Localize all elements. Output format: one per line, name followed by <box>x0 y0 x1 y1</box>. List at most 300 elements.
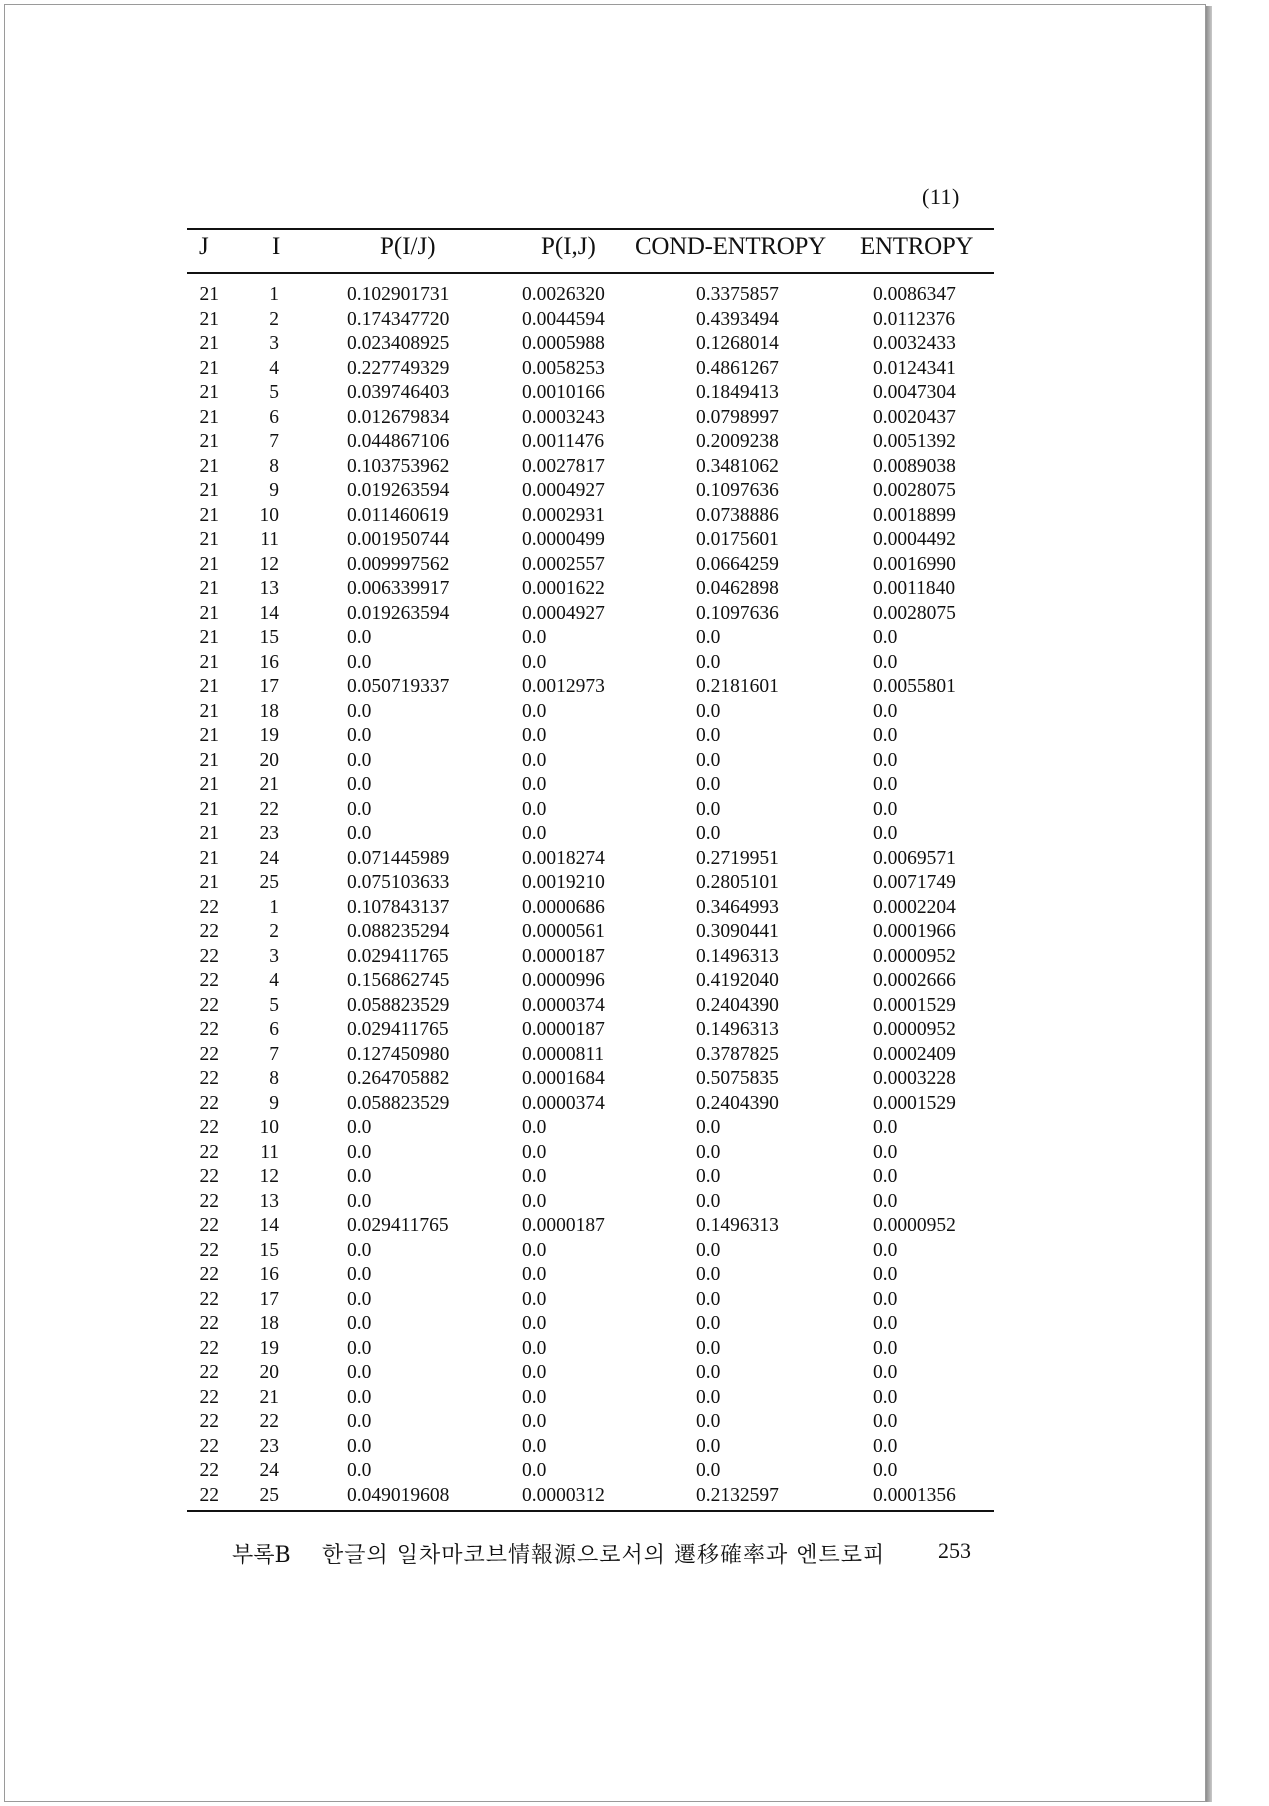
cell-p-joint: 0.0 <box>522 700 547 722</box>
cell-p-cond: 0.174347720 <box>347 308 450 330</box>
cell-i: 8 <box>269 455 279 477</box>
cell-p-joint: 0.0 <box>522 1264 547 1285</box>
cell-cond-entropy: 0.1496313 <box>696 1019 779 1040</box>
cell-p-cond: 0.0 <box>347 1460 372 1481</box>
cell-j: 22 <box>199 1092 219 1114</box>
table-body <box>187 283 994 1508</box>
cell-i: 24 <box>259 1460 279 1481</box>
cell-cond-entropy: 0.0 <box>696 1362 721 1383</box>
cell-entropy: 0.0001529 <box>873 994 956 1016</box>
cell-p-cond: 0.012679834 <box>347 406 450 428</box>
cell-j: 22 <box>199 1019 219 1040</box>
cell-p-cond: 0.075103633 <box>347 872 450 893</box>
header-conditional-probability: P(I/J) <box>380 233 436 260</box>
cell-p-cond: 0.0 <box>347 1117 372 1138</box>
table-row <box>187 1386 994 1411</box>
cell-entropy: 0.0 <box>873 1362 898 1383</box>
table-row <box>187 479 994 504</box>
cell-p-joint: 0.0 <box>522 627 547 648</box>
cell-p-joint: 0.0000561 <box>522 921 605 942</box>
table-row <box>187 1239 994 1264</box>
cell-p-joint: 0.0 <box>522 1166 547 1187</box>
cell-p-cond: 0.0 <box>347 1386 372 1408</box>
cell-entropy: 0.0051392 <box>873 431 956 452</box>
cell-entropy: 0.0112376 <box>873 308 956 330</box>
cell-cond-entropy: 0.2181601 <box>696 676 779 697</box>
cell-entropy: 0.0028075 <box>873 602 956 624</box>
cell-i: 25 <box>259 872 279 893</box>
cell-j: 22 <box>199 921 219 942</box>
cell-p-cond: 0.039746403 <box>347 382 450 403</box>
cell-entropy: 0.0002409 <box>873 1043 956 1065</box>
cell-p-joint: 0.0000312 <box>522 1484 605 1506</box>
cell-i: 19 <box>259 725 279 746</box>
cell-entropy: 0.0020437 <box>873 406 956 428</box>
cell-p-cond: 0.049019608 <box>347 1484 450 1506</box>
cell-p-joint: 0.0 <box>522 1411 547 1432</box>
cell-entropy: 0.0 <box>873 700 898 722</box>
cell-cond-entropy: 0.0 <box>696 798 721 820</box>
cell-p-cond: 0.0 <box>347 823 372 844</box>
cell-i: 1 <box>269 896 279 918</box>
cell-p-joint: 0.0 <box>522 1239 547 1261</box>
cell-j: 22 <box>199 1043 219 1065</box>
cell-j: 21 <box>199 798 219 820</box>
cell-entropy: 0.0047304 <box>873 382 956 403</box>
cell-i: 19 <box>259 1337 279 1359</box>
page-number-marker: (11) <box>922 184 960 209</box>
table-row <box>187 283 994 308</box>
cell-p-cond: 0.107843137 <box>347 896 450 918</box>
cell-entropy: 0.0 <box>873 627 898 648</box>
cell-cond-entropy: 0.2404390 <box>696 994 779 1016</box>
table-row <box>187 1312 994 1337</box>
table-row <box>187 577 994 602</box>
table-row <box>187 1067 994 1092</box>
table-row <box>187 798 994 823</box>
cell-entropy: 0.0 <box>873 1435 898 1457</box>
cell-p-cond: 0.0 <box>347 627 372 648</box>
table-row <box>187 920 994 945</box>
cell-entropy: 0.0 <box>873 1337 898 1359</box>
table-row <box>187 381 994 406</box>
cell-p-joint: 0.0 <box>522 1288 547 1310</box>
cell-i: 17 <box>259 676 279 697</box>
cell-entropy: 0.0 <box>873 725 898 746</box>
cell-entropy: 0.0000952 <box>873 1019 956 1040</box>
cell-j: 22 <box>199 994 219 1016</box>
cell-entropy: 0.0089038 <box>873 455 956 477</box>
table-row <box>187 553 994 578</box>
cell-entropy: 0.0016990 <box>873 553 956 575</box>
cell-cond-entropy: 0.0 <box>696 823 721 844</box>
cell-cond-entropy: 0.1496313 <box>696 1215 779 1236</box>
cell-j: 21 <box>199 725 219 746</box>
cell-i: 7 <box>269 431 279 452</box>
cell-cond-entropy: 0.4861267 <box>696 357 779 379</box>
table-top-rule <box>187 228 994 230</box>
footer-running-title: 한글의 일차마코브情報源으로서의 遷移確率과 엔트로피 <box>322 1543 886 1568</box>
table-row <box>187 602 994 627</box>
cell-entropy: 0.0018899 <box>873 504 956 526</box>
cell-i: 3 <box>269 945 279 967</box>
table-row <box>187 1361 994 1386</box>
table-row <box>187 357 994 382</box>
cell-p-cond: 0.029411765 <box>347 1019 449 1040</box>
cell-j: 22 <box>199 1337 219 1359</box>
cell-j: 21 <box>199 529 219 550</box>
header-entropy: ENTROPY <box>860 233 974 260</box>
cell-j: 21 <box>199 651 219 673</box>
cell-cond-entropy: 0.4192040 <box>696 970 779 991</box>
cell-j: 22 <box>199 1386 219 1408</box>
cell-p-joint: 0.0010166 <box>522 382 605 403</box>
cell-p-joint: 0.0018274 <box>522 847 605 869</box>
cell-p-joint: 0.0 <box>522 1117 547 1138</box>
cell-j: 22 <box>199 1411 219 1432</box>
cell-i: 15 <box>259 627 279 648</box>
table-row <box>187 1410 994 1435</box>
cell-p-joint: 0.0000374 <box>522 994 605 1016</box>
cell-p-cond: 0.227749329 <box>347 357 450 379</box>
cell-entropy: 0.0 <box>873 651 898 673</box>
cell-j: 22 <box>199 1264 219 1285</box>
cell-i: 6 <box>269 406 279 428</box>
cell-cond-entropy: 0.0 <box>696 700 721 722</box>
cell-p-cond: 0.006339917 <box>347 578 450 599</box>
cell-cond-entropy: 0.3375857 <box>696 284 779 305</box>
cell-entropy: 0.0028075 <box>873 480 956 501</box>
header-joint-probability: P(I,J) <box>541 233 596 260</box>
table-row <box>187 651 994 676</box>
cell-p-cond: 0.0 <box>347 749 372 771</box>
cell-p-cond: 0.0 <box>347 1141 372 1163</box>
cell-p-joint: 0.0012973 <box>522 676 605 697</box>
cell-p-cond: 0.044867106 <box>347 431 450 452</box>
cell-j: 21 <box>199 431 219 452</box>
cell-i: 7 <box>269 1043 279 1065</box>
cell-p-cond: 0.001950744 <box>347 529 450 550</box>
cell-cond-entropy: 0.0 <box>696 1288 721 1310</box>
cell-cond-entropy: 0.0 <box>696 651 721 673</box>
cell-cond-entropy: 0.0738886 <box>696 504 779 526</box>
cell-cond-entropy: 0.2805101 <box>696 872 779 893</box>
cell-j: 21 <box>199 504 219 526</box>
cell-i: 8 <box>269 1068 279 1089</box>
cell-j: 22 <box>199 1117 219 1138</box>
cell-entropy: 0.0 <box>873 1313 898 1334</box>
cell-cond-entropy: 0.3787825 <box>696 1043 779 1065</box>
cell-p-joint: 0.0044594 <box>522 308 605 330</box>
cell-i: 12 <box>259 1166 279 1187</box>
cell-p-cond: 0.0 <box>347 1411 372 1432</box>
cell-j: 22 <box>199 1166 219 1187</box>
cell-p-cond: 0.058823529 <box>347 1092 450 1114</box>
cell-j: 21 <box>199 553 219 575</box>
cell-i: 21 <box>259 1386 279 1408</box>
cell-p-cond: 0.103753962 <box>347 455 450 477</box>
cell-p-cond: 0.0 <box>347 774 372 795</box>
cell-j: 21 <box>199 847 219 869</box>
cell-entropy: 0.0001356 <box>873 1484 956 1506</box>
cell-i: 10 <box>259 504 279 526</box>
cell-i: 13 <box>259 578 279 599</box>
header-j: J <box>199 233 209 260</box>
table-row <box>187 1459 994 1484</box>
cell-cond-entropy: 0.2404390 <box>696 1092 779 1114</box>
cell-i: 6 <box>269 1019 279 1040</box>
cell-cond-entropy: 0.0 <box>696 749 721 771</box>
cell-p-joint: 0.0 <box>522 823 547 844</box>
table-header <box>187 233 994 269</box>
cell-j: 21 <box>199 676 219 697</box>
cell-p-joint: 0.0058253 <box>522 357 605 379</box>
cell-i: 2 <box>269 921 279 942</box>
cell-cond-entropy: 0.0 <box>696 1166 721 1187</box>
cell-p-joint: 0.0 <box>522 651 547 673</box>
table-row <box>187 724 994 749</box>
cell-cond-entropy: 0.5075835 <box>696 1068 779 1089</box>
cell-p-cond: 0.0 <box>347 725 372 746</box>
cell-j: 22 <box>199 1460 219 1481</box>
cell-entropy: 0.0071749 <box>873 872 956 893</box>
cell-p-cond: 0.088235294 <box>347 921 450 942</box>
cell-cond-entropy: 0.2009238 <box>696 431 779 452</box>
table-row <box>187 871 994 896</box>
cell-j: 21 <box>199 357 219 379</box>
cell-p-joint: 0.0 <box>522 1337 547 1359</box>
cell-cond-entropy: 0.0 <box>696 1386 721 1408</box>
cell-j: 21 <box>199 578 219 599</box>
cell-j: 22 <box>199 970 219 991</box>
cell-i: 23 <box>259 823 279 844</box>
table-row <box>187 528 994 553</box>
table-row <box>187 1435 994 1460</box>
cell-p-joint: 0.0000187 <box>522 1019 605 1040</box>
cell-i: 16 <box>259 1264 279 1285</box>
cell-cond-entropy: 0.2132597 <box>696 1484 779 1506</box>
cell-p-cond: 0.029411765 <box>347 1215 449 1236</box>
cell-cond-entropy: 0.1097636 <box>696 480 779 501</box>
cell-entropy: 0.0 <box>873 1460 898 1481</box>
table-row <box>187 455 994 480</box>
cell-cond-entropy: 0.0 <box>696 1460 721 1481</box>
cell-p-joint: 0.0000499 <box>522 529 605 550</box>
cell-cond-entropy: 0.0798997 <box>696 406 779 428</box>
table-row <box>187 1116 994 1141</box>
cell-i: 14 <box>259 602 279 624</box>
table-row <box>187 675 994 700</box>
cell-p-joint: 0.0 <box>522 1435 547 1457</box>
cell-j: 21 <box>199 455 219 477</box>
cell-entropy: 0.0 <box>873 823 898 844</box>
cell-p-joint: 0.0000686 <box>522 896 605 918</box>
cell-entropy: 0.0124341 <box>873 357 956 379</box>
cell-p-cond: 0.264705882 <box>347 1068 450 1089</box>
cell-cond-entropy: 0.1849413 <box>696 382 779 403</box>
cell-p-cond: 0.011460619 <box>347 504 449 526</box>
cell-j: 21 <box>199 627 219 648</box>
cell-i: 17 <box>259 1288 279 1310</box>
cell-j: 22 <box>199 1484 219 1506</box>
cell-p-cond: 0.127450980 <box>347 1043 450 1065</box>
cell-i: 5 <box>269 994 279 1016</box>
cell-j: 21 <box>199 872 219 893</box>
cell-p-joint: 0.0 <box>522 1190 547 1212</box>
cell-j: 22 <box>199 945 219 967</box>
cell-entropy: 0.0 <box>873 1239 898 1261</box>
cell-p-cond: 0.102901731 <box>347 284 450 305</box>
cell-i: 11 <box>260 529 279 550</box>
cell-p-joint: 0.0 <box>522 725 547 746</box>
cell-i: 22 <box>259 1411 279 1432</box>
cell-entropy: 0.0032433 <box>873 333 956 354</box>
cell-p-joint: 0.0011476 <box>522 431 605 452</box>
cell-i: 16 <box>259 651 279 673</box>
cell-i: 21 <box>259 774 279 795</box>
cell-p-joint: 0.0 <box>522 749 547 771</box>
cell-p-cond: 0.009997562 <box>347 553 450 575</box>
cell-i: 20 <box>259 749 279 771</box>
cell-p-joint: 0.0027817 <box>522 455 605 477</box>
cell-p-joint: 0.0000187 <box>522 1215 605 1236</box>
cell-cond-entropy: 0.0 <box>696 1190 721 1212</box>
cell-p-cond: 0.0 <box>347 1264 372 1285</box>
cell-i: 2 <box>269 308 279 330</box>
cell-j: 22 <box>199 1288 219 1310</box>
cell-entropy: 0.0001529 <box>873 1092 956 1114</box>
cell-entropy: 0.0002204 <box>873 896 956 918</box>
cell-p-cond: 0.029411765 <box>347 945 449 967</box>
cell-i: 18 <box>259 700 279 722</box>
table-row <box>187 504 994 529</box>
cell-j: 22 <box>199 1068 219 1089</box>
cell-cond-entropy: 0.0 <box>696 774 721 795</box>
cell-cond-entropy: 0.0 <box>696 1337 721 1359</box>
cell-cond-entropy: 0.0 <box>696 1411 721 1432</box>
cell-p-cond: 0.0 <box>347 1239 372 1261</box>
cell-i: 5 <box>269 382 279 403</box>
cell-entropy: 0.0 <box>873 749 898 771</box>
cell-p-cond: 0.071445989 <box>347 847 450 869</box>
table-row <box>187 773 994 798</box>
cell-p-joint: 0.0 <box>522 1460 547 1481</box>
cell-i: 3 <box>269 333 279 354</box>
cell-i: 11 <box>260 1141 279 1163</box>
cell-i: 9 <box>269 480 279 501</box>
cell-j: 21 <box>199 406 219 428</box>
cell-p-cond: 0.0 <box>347 700 372 722</box>
cell-entropy: 0.0 <box>873 1264 898 1285</box>
cell-j: 21 <box>199 700 219 722</box>
cell-entropy: 0.0 <box>873 1117 898 1138</box>
cell-j: 22 <box>199 1435 219 1457</box>
cell-cond-entropy: 0.0 <box>696 1117 721 1138</box>
cell-p-cond: 0.058823529 <box>347 994 450 1016</box>
cell-p-cond: 0.050719337 <box>347 676 450 697</box>
cell-p-joint: 0.0004927 <box>522 480 605 501</box>
cell-p-joint: 0.0 <box>522 774 547 795</box>
cell-p-cond: 0.0 <box>347 798 372 820</box>
cell-cond-entropy: 0.0 <box>696 1264 721 1285</box>
cell-j: 22 <box>199 1239 219 1261</box>
cell-cond-entropy: 0.0 <box>696 1141 721 1163</box>
cell-p-cond: 0.0 <box>347 1435 372 1457</box>
cell-p-cond: 0.0 <box>347 1288 372 1310</box>
cell-cond-entropy: 0.1496313 <box>696 945 779 967</box>
cell-cond-entropy: 0.1268014 <box>696 333 779 354</box>
cell-p-cond: 0.0 <box>347 1337 372 1359</box>
cell-j: 21 <box>199 382 219 403</box>
cell-entropy: 0.0 <box>873 774 898 795</box>
cell-p-joint: 0.0002557 <box>522 553 605 575</box>
table-row <box>187 847 994 872</box>
cell-j: 22 <box>199 1190 219 1212</box>
cell-entropy: 0.0000952 <box>873 1215 956 1236</box>
footer-appendix-label: 부록B <box>232 1543 291 1568</box>
cell-p-joint: 0.0000187 <box>522 945 605 967</box>
cell-p-joint: 0.0001622 <box>522 578 605 599</box>
table-row <box>187 1018 994 1043</box>
cell-p-joint: 0.0001684 <box>522 1068 605 1089</box>
cell-i: 10 <box>259 1117 279 1138</box>
cell-j: 21 <box>199 333 219 354</box>
cell-cond-entropy: 0.0462898 <box>696 578 779 599</box>
cell-p-cond: 0.0 <box>347 1190 372 1212</box>
cell-entropy: 0.0 <box>873 1166 898 1187</box>
cell-i: 14 <box>259 1215 279 1236</box>
cell-cond-entropy: 0.1097636 <box>696 602 779 624</box>
cell-p-joint: 0.0004927 <box>522 602 605 624</box>
cell-i: 23 <box>259 1435 279 1457</box>
cell-cond-entropy: 0.0175601 <box>696 529 779 550</box>
table-row <box>187 308 994 333</box>
cell-p-joint: 0.0000811 <box>522 1043 605 1065</box>
cell-p-cond: 0.019263594 <box>347 602 450 624</box>
header-i: I <box>272 233 281 260</box>
cell-entropy: 0.0000952 <box>873 945 956 967</box>
table-row <box>187 1043 994 1068</box>
cell-cond-entropy: 0.3464993 <box>696 896 779 918</box>
table-row <box>187 1263 994 1288</box>
cell-j: 22 <box>199 1313 219 1334</box>
cell-p-joint: 0.0026320 <box>522 284 605 305</box>
cell-j: 22 <box>199 1215 219 1236</box>
cell-i: 12 <box>259 553 279 575</box>
cell-p-joint: 0.0 <box>522 1141 547 1163</box>
table-row <box>187 1190 994 1215</box>
cell-j: 21 <box>199 480 219 501</box>
cell-p-joint: 0.0005988 <box>522 333 605 354</box>
table-row <box>187 1288 994 1313</box>
cell-cond-entropy: 0.2719951 <box>696 847 779 869</box>
table-row <box>187 332 994 357</box>
cell-entropy: 0.0003228 <box>873 1068 956 1089</box>
cell-j: 21 <box>199 308 219 330</box>
table-row <box>187 700 994 725</box>
table-row <box>187 1092 994 1117</box>
cell-cond-entropy: 0.0 <box>696 1239 721 1261</box>
cell-entropy: 0.0004492 <box>873 529 956 550</box>
header-cond-entropy: COND-ENTROPY <box>635 233 826 260</box>
table-row <box>187 994 994 1019</box>
cell-i: 9 <box>269 1092 279 1114</box>
cell-cond-entropy: 0.0 <box>696 1313 721 1334</box>
cell-p-cond: 0.0 <box>347 1166 372 1187</box>
cell-j: 21 <box>199 774 219 795</box>
cell-i: 4 <box>269 970 279 991</box>
table-row <box>187 896 994 921</box>
